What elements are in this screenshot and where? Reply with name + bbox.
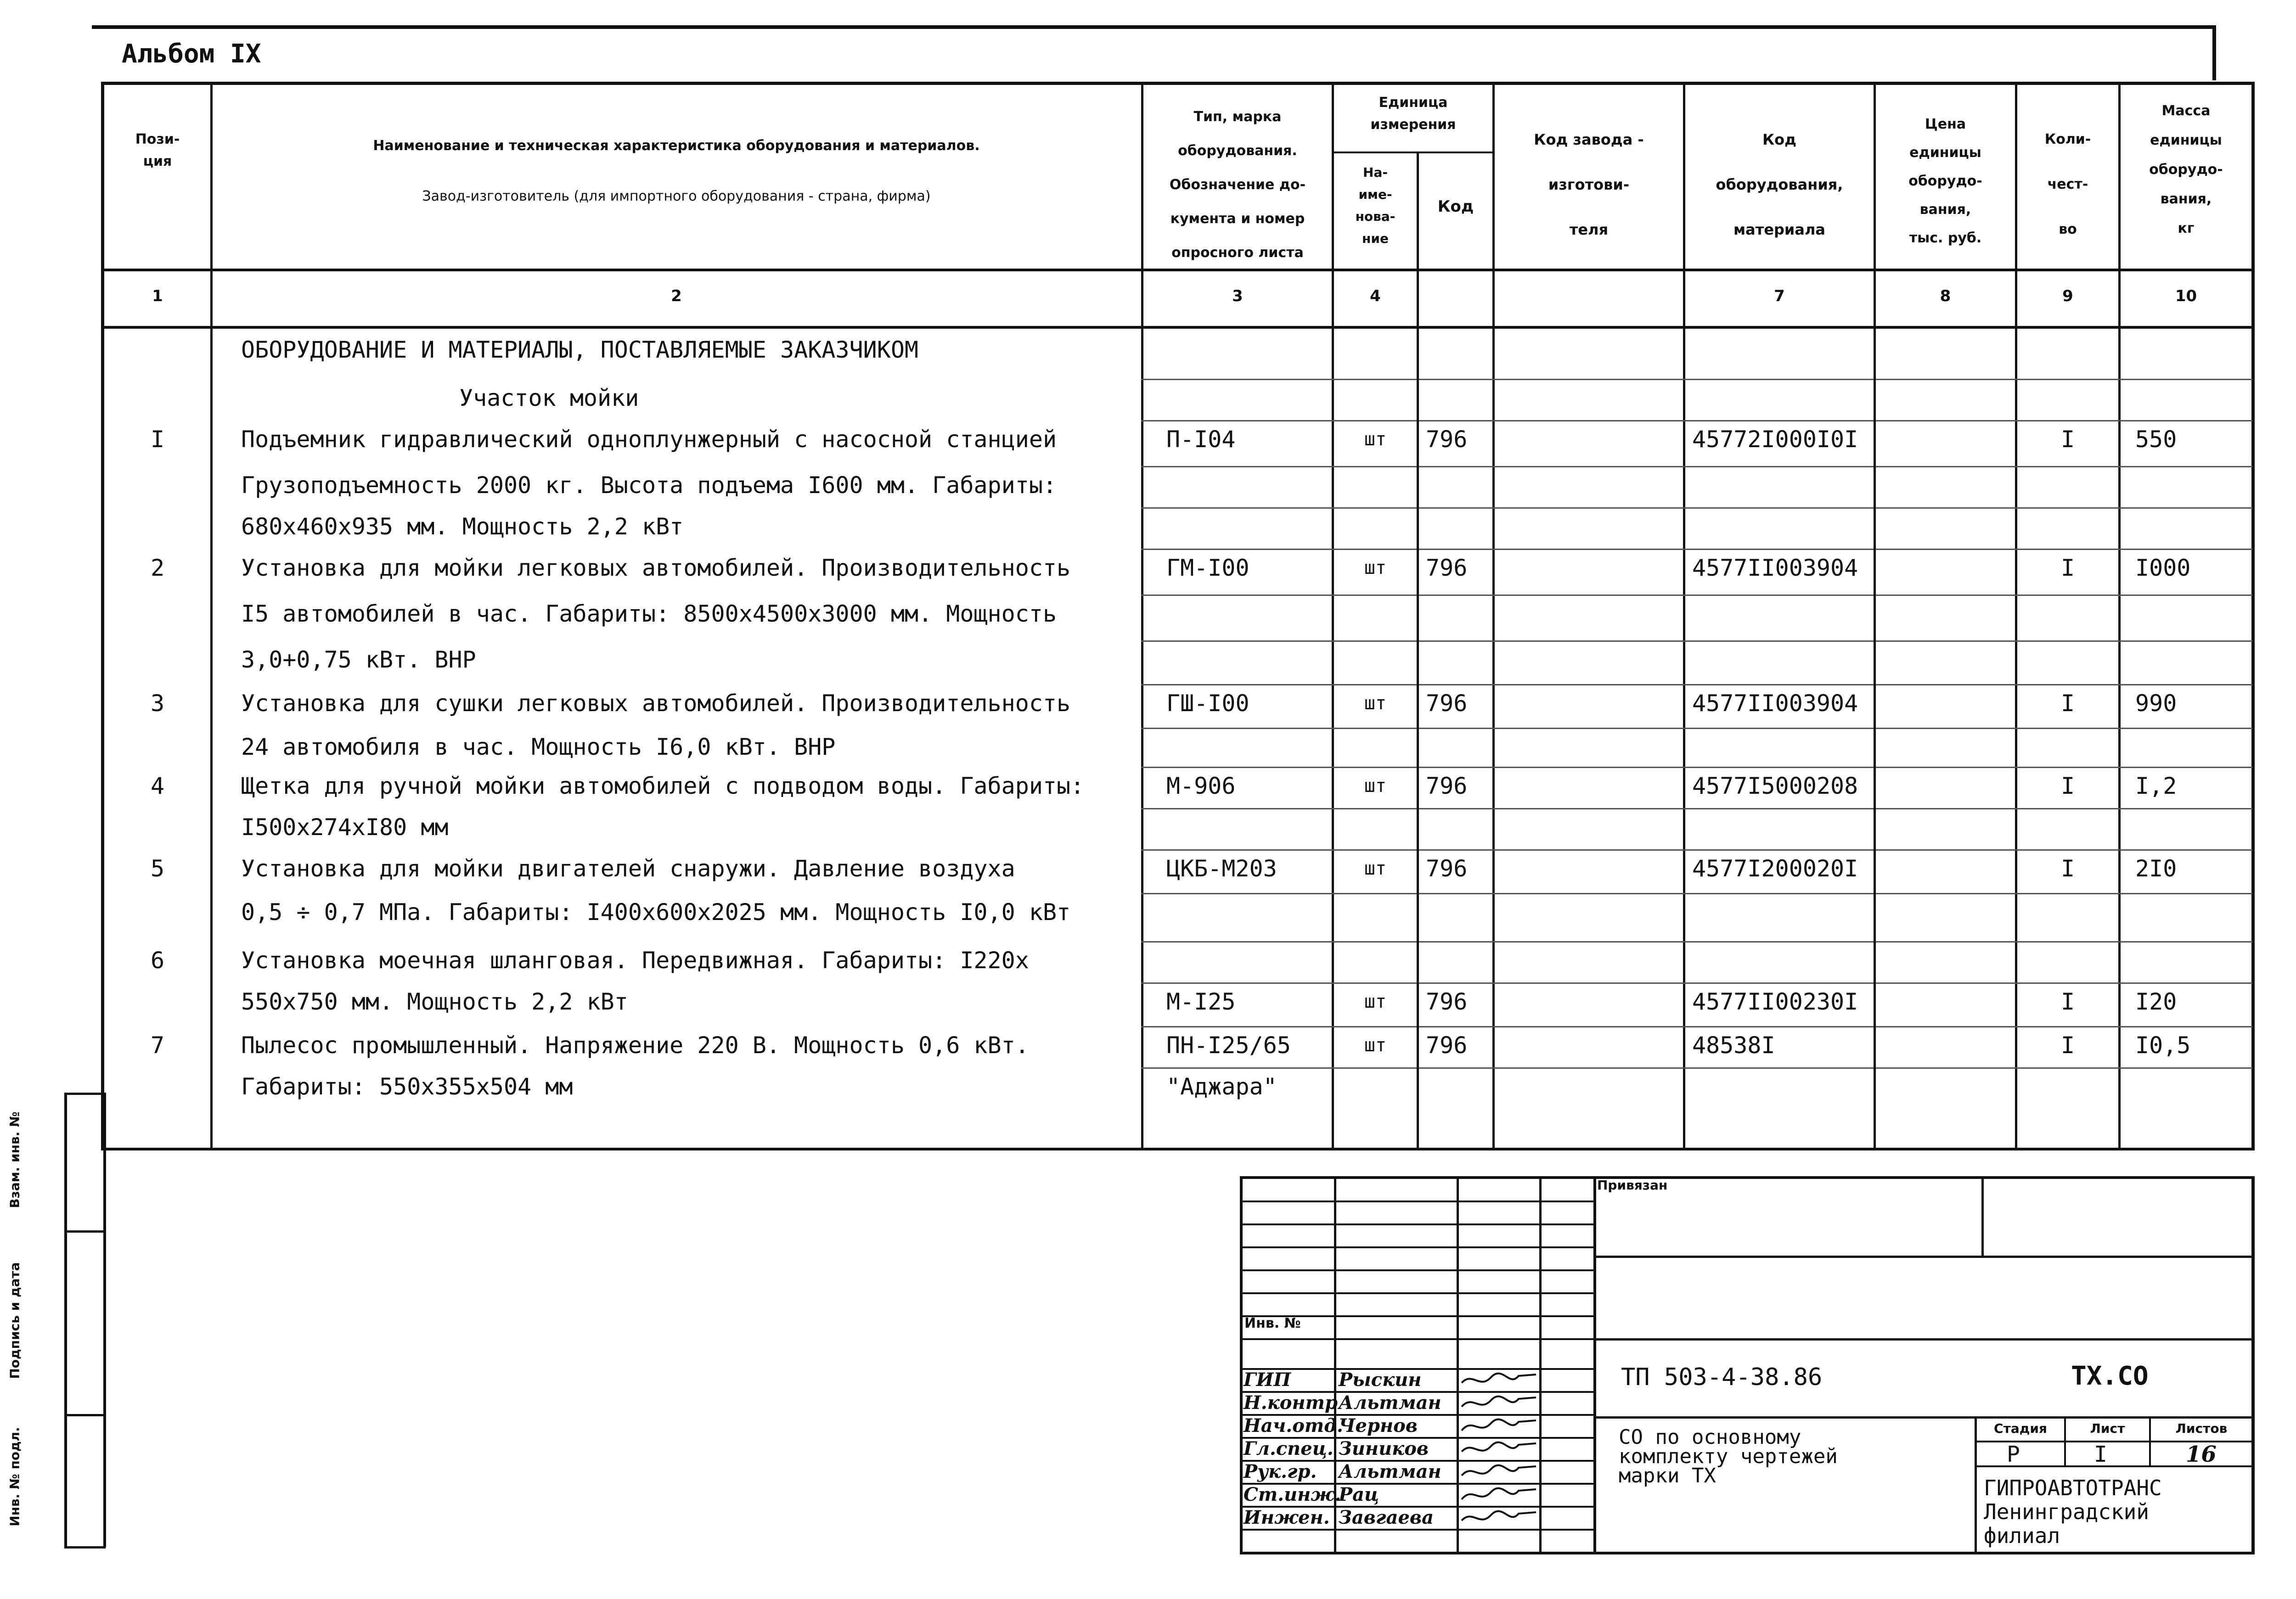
cell-equip: 4577II003904 — [1692, 555, 1858, 581]
cell-code: 796 — [1426, 773, 1468, 799]
cell-qty: I — [2060, 855, 2075, 882]
col-number-4: 4 — [1370, 287, 1381, 305]
signature-role: Гл.спец. — [1244, 1438, 1334, 1459]
signature-role: ГИП — [1244, 1369, 1291, 1391]
cell-code: 796 — [1426, 426, 1468, 453]
handwritten-signature — [1459, 1438, 1539, 1460]
cell-pos: I — [150, 426, 165, 453]
cell-mass: I,2 — [2135, 773, 2177, 799]
side-stamp-inv-original: Инв. № подл. — [7, 1427, 23, 1526]
album-label: Альбом IX — [122, 39, 261, 69]
cell-unit: шт — [1364, 693, 1387, 714]
cell-name: I500x274xI80 мм — [241, 814, 449, 841]
cell-code: 796 — [1426, 555, 1468, 581]
cell-name: 550x750 мм. Мощность 2,2 кВт — [241, 988, 628, 1015]
cell-qty: I — [2060, 1032, 2075, 1059]
stage-label: Стадия — [1994, 1421, 2047, 1436]
cell-name: Установка для мойки двигателей снаружи. Давление воздуха — [241, 855, 1015, 882]
col-number-9: 9 — [2062, 287, 2073, 305]
cell-code: 796 — [1426, 988, 1468, 1015]
header-mass: Масса единицы оборудо- вания, кг — [2149, 103, 2223, 236]
cell-name: Щетка для ручной мойки автомобилей с подводом воды. Габариты: — [241, 773, 1085, 799]
header-equipment-code: Код оборудования, материала — [1716, 131, 1843, 238]
cell-mass: I0,5 — [2135, 1032, 2191, 1059]
cell-name: 3,0+0,75 кВт. ВНР — [241, 646, 476, 673]
signature-role: Н.контр — [1244, 1392, 1338, 1414]
side-stamp-signature-date: Подпись и дата — [7, 1262, 23, 1379]
cell-mass: I20 — [2135, 988, 2177, 1015]
cell-type: М-I25 — [1166, 988, 1236, 1015]
cell-name: Установка моечная шланговая. Передвижная. Габариты: I220x — [241, 947, 1029, 974]
header-type: Тип, марка оборудования. Обозначение до- кумента и номер опросного листа — [1169, 109, 1306, 261]
document-description: СО по основному комплекту чертежей марки ТХ — [1619, 1425, 1838, 1487]
cell-unit: шт — [1364, 1035, 1387, 1056]
cell-name: ОБОРУДОВАНИЕ И МАТЕРИАЛЫ, ПОСТАВЛЯЕМЫЕ ЗАКАЗЧИКОМ — [241, 337, 919, 363]
handwritten-signature — [1459, 1484, 1539, 1506]
signature-name: Завгаева — [1339, 1507, 1434, 1528]
cell-name: 24 автомобиля в час. Мощность I6,0 кВт. ВНР — [241, 734, 836, 760]
header-manufacturer: Завод-изготовитель (для импортного оборудования - страна, фирма) — [422, 188, 931, 204]
cell-name: Установка для сушки легковых автомобилей. Производительность — [241, 690, 1071, 717]
cell-name: Участок мойки — [459, 385, 639, 411]
signature-role: Нач.отд. — [1244, 1415, 1343, 1436]
header-unit-name: На- име- нова- ние — [1355, 165, 1396, 246]
cell-type: М-906 — [1166, 773, 1236, 799]
cell-name: Грузоподъемность 2000 кг. Высота подъема I600 мм. Габариты: — [241, 472, 1057, 499]
cell-type: П-I04 — [1166, 426, 1236, 453]
sheet-value: I — [2094, 1442, 2107, 1467]
cell-pos: 4 — [150, 773, 165, 799]
signature-name: Чернов — [1339, 1415, 1418, 1436]
cell-name: Подъемник гидравлический одноплунжерный с насосной станцией — [241, 426, 1057, 453]
cell-unit: шт — [1364, 991, 1387, 1012]
cell-unit: шт — [1364, 429, 1387, 450]
cell-qty: I — [2060, 426, 2075, 453]
cell-code: 796 — [1426, 690, 1468, 717]
organization: ГИПРОАВТОТРАНС Ленинградский филиал — [1984, 1476, 2162, 1548]
cell-type: ГМ-I00 — [1166, 555, 1249, 581]
signature-role: Ст.инж. — [1244, 1484, 1341, 1505]
cell-mass: 990 — [2135, 690, 2177, 717]
signature-role: Рук.гр. — [1244, 1461, 1317, 1482]
sheet-code: ТХ.СО — [2071, 1361, 2149, 1391]
cell-equip: 4577II003904 — [1692, 690, 1858, 717]
header-unit: Единица измерения — [1370, 95, 1456, 133]
handwritten-signature — [1459, 1392, 1539, 1414]
cell-mass: I000 — [2135, 555, 2191, 581]
header-unit-code: Код — [1437, 197, 1474, 216]
header-position: Пози- ция — [135, 131, 180, 169]
signature-name: Рац — [1339, 1484, 1379, 1505]
title-block-inv-label: Инв. № — [1244, 1315, 1301, 1331]
cell-type: "Аджара" — [1166, 1073, 1277, 1100]
cell-type: ГШ-I00 — [1166, 690, 1249, 717]
cell-equip: 4577I200020I — [1692, 855, 1858, 882]
col-number-8: 8 — [1940, 287, 1951, 305]
header-name: Наименование и техническая характеристика оборудования и материалов. — [373, 138, 980, 154]
cell-pos: 3 — [150, 690, 165, 717]
cell-name: Габариты: 550x355x504 мм — [241, 1073, 573, 1100]
col-number-10: 10 — [2175, 287, 2197, 305]
signature-name: Альтман — [1339, 1461, 1441, 1482]
col-number-3: 3 — [1232, 287, 1243, 305]
col-number-1: 1 — [152, 287, 163, 305]
stage-value: Р — [2007, 1442, 2020, 1467]
handwritten-signature — [1459, 1369, 1539, 1391]
cell-pos: 6 — [150, 947, 165, 974]
signature-name: Зиников — [1339, 1438, 1429, 1459]
cell-equip: 4577I5000208 — [1692, 773, 1858, 799]
col-number-2: 2 — [671, 287, 682, 305]
signature-name: Альтман — [1339, 1392, 1441, 1414]
cell-name: Пылесос промышленный. Напряжение 220 В. Мощность 0,6 кВт. — [241, 1032, 1029, 1059]
cell-qty: I — [2060, 988, 2075, 1015]
handwritten-signature — [1459, 1415, 1539, 1437]
cell-name: 0,5 ÷ 0,7 МПа. Габариты: I400x600x2025 мм. Мощность I0,0 кВт — [241, 899, 1071, 926]
cell-pos: 2 — [150, 555, 165, 581]
cell-unit: шт — [1364, 557, 1387, 578]
cell-qty: I — [2060, 773, 2075, 799]
header-factory-code: Код завода - изготови- теля — [1534, 131, 1644, 238]
cell-type: ЦКБ-М203 — [1166, 855, 1277, 882]
cell-qty: I — [2060, 690, 2075, 717]
cell-unit: шт — [1364, 775, 1387, 797]
handwritten-signature — [1459, 1507, 1539, 1529]
cell-equip: 45772I000I0I — [1692, 426, 1858, 453]
cell-equip: 4577II00230I — [1692, 988, 1858, 1015]
header-price: Цена единицы оборудо- вания, тыс. руб. — [1908, 116, 1982, 246]
signature-role: Инжен. — [1244, 1507, 1330, 1528]
cell-name: Установка для мойки легковых автомобилей. Производительность — [241, 555, 1071, 581]
cell-mass: 2I0 — [2135, 855, 2177, 882]
sheets-value: 16 — [2186, 1442, 2217, 1467]
title-block-bound-label: Привязан — [1597, 1178, 1668, 1193]
cell-pos: 5 — [150, 855, 165, 882]
header-quantity: Коли- чест- во — [2044, 131, 2091, 237]
cell-mass: 550 — [2135, 426, 2177, 453]
sheet-label: Лист — [2090, 1421, 2125, 1436]
cell-name: 680x460x935 мм. Мощность 2,2 кВт — [241, 513, 684, 540]
col-number-7: 7 — [1774, 287, 1785, 305]
cell-name: I5 автомобилей в час. Габариты: 8500x4500x3000 мм. Мощность — [241, 600, 1057, 627]
cell-unit: шт — [1364, 858, 1387, 879]
cell-equip: 48538I — [1692, 1032, 1775, 1059]
cell-code: 796 — [1426, 855, 1468, 882]
handwritten-signature — [1459, 1461, 1539, 1483]
signature-name: Рыскин — [1339, 1369, 1422, 1391]
sheets-label: Листов — [2175, 1421, 2228, 1436]
side-stamp-replaced-inv: Взам. инв. № — [7, 1111, 23, 1208]
cell-code: 796 — [1426, 1032, 1468, 1059]
document-code: ТП 503-4-38.86 — [1621, 1363, 1823, 1391]
cell-pos: 7 — [150, 1032, 165, 1059]
cell-type: ПН-I25/65 — [1166, 1032, 1291, 1059]
cell-qty: I — [2060, 555, 2075, 581]
